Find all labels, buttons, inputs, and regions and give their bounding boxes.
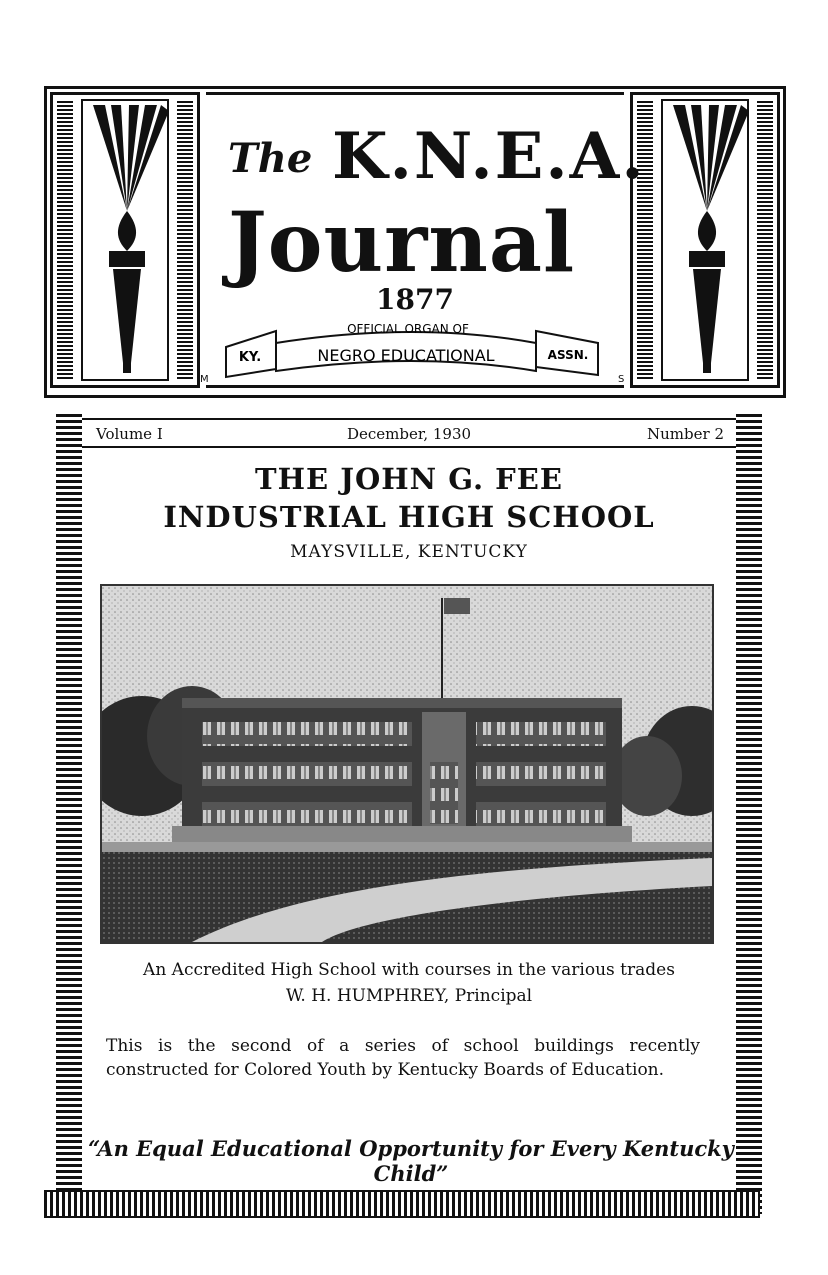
- right-torch-panel: [630, 92, 780, 388]
- banner-ky: KY.: [238, 350, 262, 365]
- title-knea: K.N.E.A.: [332, 119, 646, 194]
- masthead: [44, 86, 786, 398]
- banner-assn: ASSN.: [547, 348, 589, 362]
- school-building-photo: [100, 584, 714, 944]
- issue-number: Number 2: [647, 425, 724, 443]
- torch-icon: [83, 101, 171, 383]
- issue-line: [82, 418, 736, 448]
- title-panel: [206, 92, 646, 388]
- right-border-stripes: [736, 414, 762, 1214]
- school-building-illustration: [102, 586, 712, 942]
- torch-icon: [663, 101, 751, 383]
- ribbon-banner: [206, 317, 624, 387]
- banner-official-organ: OFFICIAL ORGAN OF: [347, 322, 469, 336]
- headline-line2: INDUSTRIAL HIGH SCHOOL: [163, 500, 655, 534]
- mark-left: M: [200, 374, 209, 385]
- caption-principal: W. H. HUMPHREY, Principal: [285, 986, 533, 1006]
- description-paragraph: This is the second of a series of school buildings recently constructed for Colored Youth by Kentucky Boards of Education.: [106, 1036, 700, 1080]
- issue-date: December, 1930: [346, 425, 472, 443]
- mark-right: S: [618, 374, 625, 385]
- left-torch-panel: [50, 92, 200, 388]
- motto: “An Equal Educational Opportunity for Every Kentucky Child”: [88, 1136, 734, 1186]
- title-the: The: [228, 135, 313, 182]
- headline-location: MAYSVILLE, KENTUCKY: [290, 542, 528, 562]
- title-journal: Journal: [228, 195, 576, 291]
- volume-label: Volume I: [96, 425, 163, 443]
- left-border-stripes: [56, 414, 82, 1214]
- caption-accredited: An Accredited High School with courses in the various trades: [143, 960, 675, 980]
- bottom-border-stripes: [44, 1190, 760, 1218]
- headline-line1: THE JOHN G. FEE: [255, 462, 563, 496]
- founding-year: 1877: [376, 283, 454, 316]
- banner-negro-educational: NEGRO EDUCATIONAL: [317, 346, 495, 365]
